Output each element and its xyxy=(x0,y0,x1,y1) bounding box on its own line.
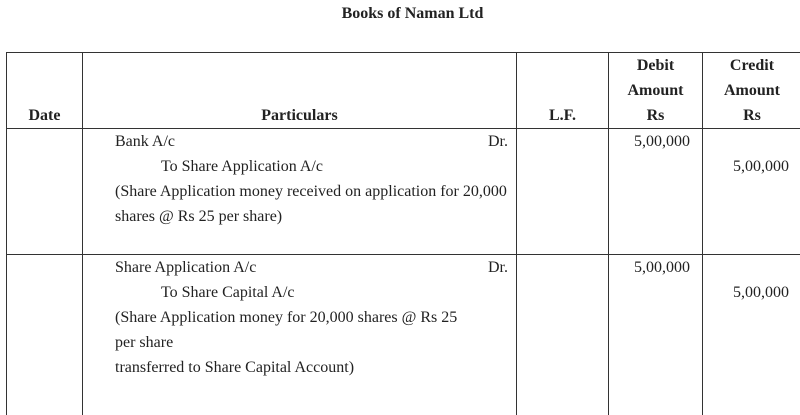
narration-line: per share xyxy=(115,330,508,355)
entry-lf-cell xyxy=(517,129,609,255)
header-lf: L.F. xyxy=(517,53,609,129)
debit-amount: 5,00,000 xyxy=(609,129,703,255)
dr-label: Dr. xyxy=(488,255,508,280)
header-credit-line1: Credit xyxy=(703,53,800,78)
entry-particulars-cell xyxy=(83,255,517,415)
table-header-row xyxy=(7,53,800,129)
credit-amount: 5,00,000 xyxy=(703,280,789,305)
header-debit-line3: Rs xyxy=(609,103,702,128)
narration-line: (Share Application money for 20,000 shares @ Rs 25 xyxy=(115,305,508,330)
entry-date-cell xyxy=(7,129,83,255)
entry-credit-cell xyxy=(703,129,800,255)
header-debit-line2: Amount xyxy=(609,78,702,103)
header-credit xyxy=(703,53,800,129)
narration: (Share Application money received on application for 20,000 shares @ Rs 25 per share) xyxy=(115,179,508,229)
debit-amount: 5,00,000 xyxy=(609,255,703,415)
entry-particulars-cell xyxy=(83,129,517,255)
debit-account: Share Application A/c xyxy=(115,259,256,276)
entry-date-cell xyxy=(7,255,83,415)
entry-credit-cell xyxy=(703,255,800,415)
header-particulars: Particulars xyxy=(83,53,517,129)
header-debit xyxy=(609,53,703,129)
entry-lf-cell xyxy=(517,255,609,415)
document-title: Books of Naman Ltd xyxy=(0,5,800,23)
debit-account: Bank A/c xyxy=(115,133,175,150)
header-debit-line1: Debit xyxy=(609,53,702,78)
journal-entry-1 xyxy=(7,129,800,255)
header-credit-line2: Amount xyxy=(703,78,800,103)
dr-label: Dr. xyxy=(488,129,508,154)
credit-account: To Share Capital A/c xyxy=(115,280,508,305)
header-date: Date xyxy=(7,53,83,129)
narration-line: transferred to Share Capital Account) xyxy=(115,355,508,380)
entry-debit-account-line xyxy=(115,255,508,280)
entry-debit-account-line xyxy=(115,129,508,154)
credit-amount: 5,00,000 xyxy=(703,154,789,179)
credit-account: To Share Application A/c xyxy=(115,154,508,179)
header-credit-line3: Rs xyxy=(703,103,800,128)
journal-table xyxy=(6,52,800,415)
journal-entry-2 xyxy=(7,255,800,415)
